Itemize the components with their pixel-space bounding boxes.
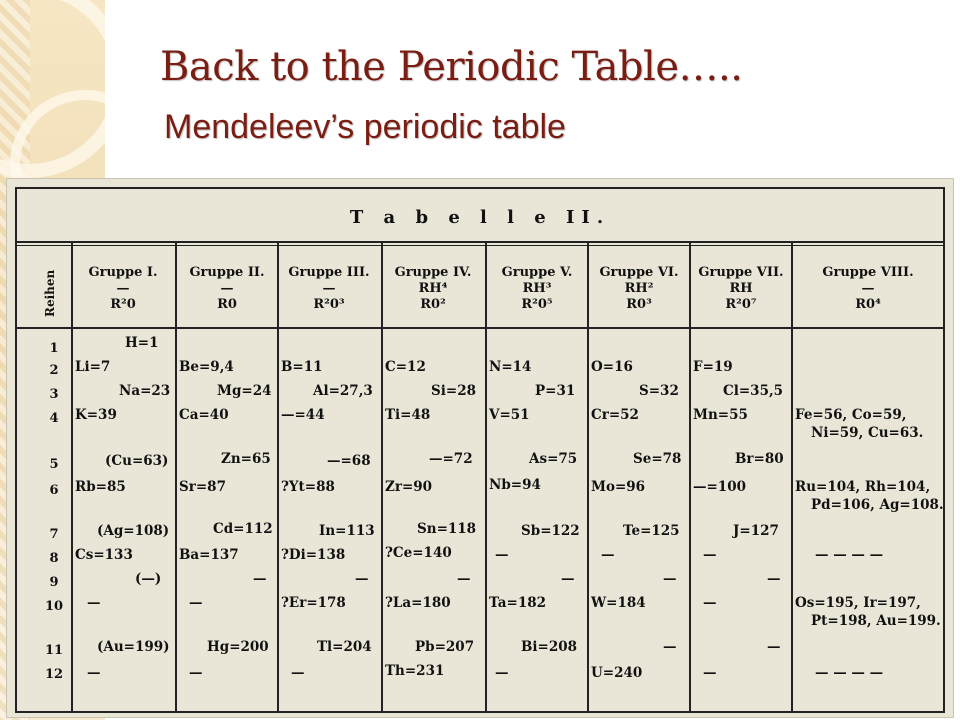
element-cell: In=113: [319, 523, 375, 539]
element-cell: —=100: [693, 479, 746, 495]
element-cell: Ti=48: [385, 407, 431, 423]
element-cell: U=240: [591, 665, 643, 681]
element-cell: Tl=204: [317, 639, 372, 655]
row-number: 6: [49, 483, 59, 498]
element-cell: Na=23: [119, 383, 171, 399]
group-header: Gruppe VI. RH² R0³: [599, 265, 679, 312]
element-cell: Br=80: [735, 451, 784, 467]
element-cell: —: [457, 571, 471, 587]
element-cell: —=68: [327, 453, 371, 469]
element-cell: — — — —: [815, 665, 884, 681]
element-cell: Mn=55: [693, 407, 748, 423]
element-cell: S=32: [639, 383, 679, 399]
slide-subtitle: Mendeleev’s periodic table: [164, 108, 566, 146]
divider: [587, 243, 589, 711]
element-cell: — — — —: [815, 547, 884, 563]
divider: [71, 243, 73, 711]
element-cell: As=75: [529, 451, 578, 467]
element-cell: ?Er=178: [281, 595, 346, 611]
element-cell: Te=125: [623, 523, 680, 539]
group-header: Gruppe VII. RH R²0⁷: [698, 265, 784, 312]
element-cell: Ru=104, Rh=104,: [795, 479, 931, 495]
element-cell: (—): [135, 571, 162, 587]
element-cell: ?Yt=88: [281, 479, 335, 495]
element-cell: —: [767, 571, 781, 587]
group-header: Gruppe V. RH³ R²0⁵: [501, 265, 573, 312]
row-number: 4: [49, 411, 59, 426]
element-cell: Sr=87: [179, 479, 226, 495]
element-cell: —: [703, 547, 717, 563]
element-cell: C=12: [385, 359, 426, 375]
element-cell: —: [703, 595, 717, 611]
element-cell: —=44: [281, 407, 325, 423]
element-cell: Sn=118: [417, 521, 477, 537]
row-number: 5: [49, 457, 59, 472]
element-cell: ?Di=138: [281, 547, 346, 563]
element-cell: V=51: [489, 407, 530, 423]
element-cell: —: [87, 665, 101, 681]
periodic-table-scan: [6, 178, 954, 718]
element-cell: Ca=40: [179, 407, 229, 423]
row-number: 9: [49, 575, 59, 590]
element-cell: (Ag=108): [97, 523, 170, 539]
element-cell: Be=9,4: [179, 359, 234, 375]
row-number: 10: [44, 599, 64, 614]
element-cell: —: [495, 547, 509, 563]
element-cell: K=39: [75, 407, 117, 423]
element-cell: ?Ce=140: [385, 545, 452, 561]
group-header: Gruppe VIII. — R0⁴: [822, 265, 914, 312]
divider: [485, 243, 487, 711]
element-cell: —: [663, 639, 677, 655]
element-cell: Mo=96: [591, 479, 646, 495]
row-number: 8: [49, 551, 59, 566]
divider: [17, 241, 943, 243]
row-number: 2: [49, 363, 59, 378]
element-cell: F=19: [693, 359, 733, 375]
group-header: Gruppe III. — R²0³: [288, 265, 370, 312]
row-number: 3: [49, 387, 59, 402]
element-cell: Cd=112: [213, 521, 273, 537]
element-cell: Cl=35,5: [723, 383, 784, 399]
element-cell: —=72: [429, 451, 473, 467]
element-cell: Si=28: [431, 383, 476, 399]
divider: [17, 245, 943, 246]
element-cell: Bi=208: [521, 639, 578, 655]
element-cell: P=31: [535, 383, 576, 399]
element-cell: N=14: [489, 359, 532, 375]
divider: [175, 243, 177, 711]
element-cell: Zn=65: [221, 451, 271, 467]
group-header: Gruppe II. — R0: [189, 265, 265, 312]
element-cell: J=127: [733, 523, 779, 539]
group-header: Gruppe I. — R²0: [88, 265, 158, 312]
element-cell: Zr=90: [385, 479, 433, 495]
row-header-label: Reihen: [43, 269, 57, 317]
element-cell: Hg=200: [207, 639, 269, 655]
element-cell: (Au=199): [97, 639, 170, 655]
element-cell: Mg=24: [217, 383, 272, 399]
element-cell: Os=195, Ir=197,: [795, 595, 921, 611]
element-cell: Sb=122: [521, 523, 580, 539]
element-cell: Ta=182: [489, 595, 546, 611]
element-cell: (Cu=63): [105, 453, 169, 469]
element-cell: Se=78: [633, 451, 682, 467]
element-cell: —: [601, 547, 615, 563]
divider: [791, 243, 793, 711]
element-cell: Cs=133: [75, 547, 133, 563]
element-cell: —: [561, 571, 575, 587]
element-cell: ?La=180: [385, 595, 451, 611]
table-frame: [15, 187, 945, 713]
element-cell: W=184: [591, 595, 646, 611]
table-caption: T a b e l l e II.: [349, 207, 611, 228]
row-number: 7: [49, 527, 59, 542]
element-cell: Ba=137: [179, 547, 239, 563]
element-cell: Pt=198, Au=199.: [811, 613, 941, 629]
element-cell: Th=231: [385, 663, 445, 679]
element-cell: O=16: [591, 359, 633, 375]
element-cell: —: [189, 595, 203, 611]
element-cell: —: [291, 665, 305, 681]
row-number: 12: [44, 667, 64, 682]
divider: [17, 327, 943, 329]
element-cell: Li=7: [75, 359, 111, 375]
element-cell: Ni=59, Cu=63.: [811, 425, 924, 441]
slide-title: Back to the Periodic Table…..: [160, 44, 743, 90]
element-cell: Pb=207: [415, 639, 475, 655]
element-cell: Fe=56, Co=59,: [795, 407, 907, 423]
element-cell: —: [355, 571, 369, 587]
element-cell: H=1: [125, 335, 159, 351]
row-number: 1: [49, 341, 59, 356]
element-cell: Pd=106, Ag=108.: [811, 497, 944, 513]
row-number: 11: [44, 643, 64, 658]
divider: [689, 243, 691, 711]
divider: [277, 243, 279, 711]
element-cell: —: [189, 665, 203, 681]
element-cell: Cr=52: [591, 407, 639, 423]
group-header: Gruppe IV. RH⁴ R0²: [394, 265, 472, 312]
element-cell: Nb=94: [489, 477, 541, 493]
element-cell: —: [253, 571, 267, 587]
element-cell: —: [663, 571, 677, 587]
element-cell: —: [767, 639, 781, 655]
element-cell: —: [87, 595, 101, 611]
element-cell: —: [703, 665, 717, 681]
divider: [381, 243, 383, 711]
element-cell: Al=27,3: [313, 383, 373, 399]
element-cell: Rb=85: [75, 479, 126, 495]
element-cell: B=11: [281, 359, 323, 375]
element-cell: —: [495, 665, 509, 681]
